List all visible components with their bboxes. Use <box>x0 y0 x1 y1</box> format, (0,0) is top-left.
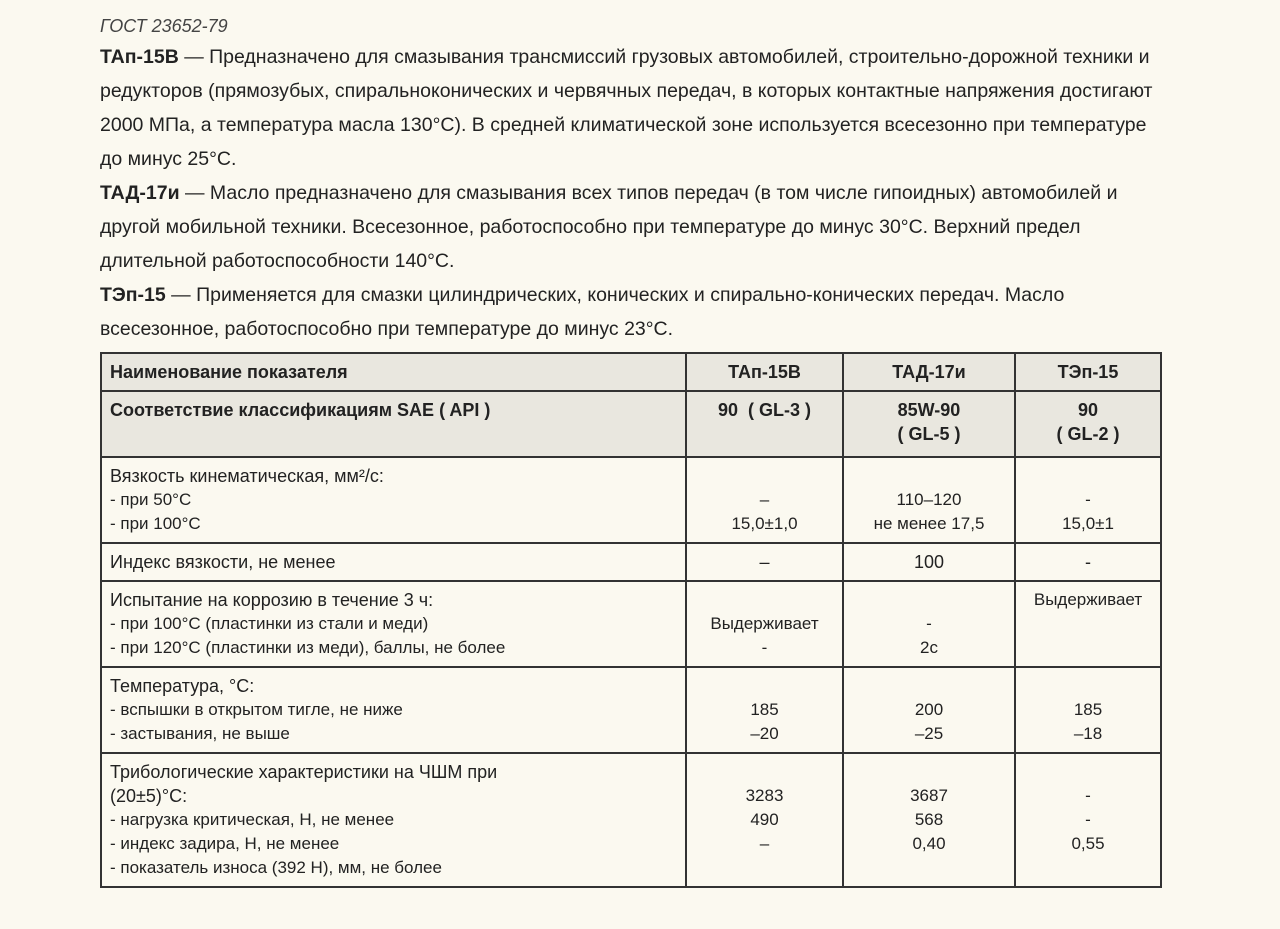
table-row-sae <box>101 391 1161 457</box>
cell-value <box>843 581 1015 667</box>
table-row-temperature <box>101 667 1161 753</box>
gost-label: ГОСТ 23652-79 <box>100 16 228 36</box>
value-line: 185 <box>750 700 779 719</box>
value-line: –20 <box>750 724 779 743</box>
value-line: - <box>761 638 768 657</box>
row-title: (20±5)°С: <box>110 786 188 806</box>
row-label <box>101 457 686 543</box>
value-line: 110–120 <box>896 490 962 509</box>
oil-description: — Предназначено для смазывания трансмиссий грузовых автомобилей, строительно-дорожной техники и редукторов (прямозубых, спиральноконических и червячных передач, в которых контактные напряжения достигают 2000 МПа, а температура масла 130°С). В средней климатической зоне используется всесезонно при температуре до минус 25°С. <box>100 46 1153 170</box>
cell-value <box>843 457 1015 543</box>
value-line: 490 <box>750 810 779 829</box>
row-subitem: - индекс задира, Н, не менее <box>110 834 340 853</box>
cell-value <box>1015 457 1161 543</box>
table-row-tribology <box>101 753 1161 887</box>
cell-value <box>1015 581 1161 667</box>
value-line: - <box>1085 490 1091 509</box>
value-line: 3283 <box>745 786 784 805</box>
row-title: Испытание на коррозию в течение 3 ч: <box>110 590 434 610</box>
cell-value <box>686 457 843 543</box>
header-parameter: Наименование показателя <box>101 353 686 391</box>
oil-name: ТАД-17и <box>100 182 180 204</box>
value-line: ( GL-5 ) <box>897 424 961 444</box>
row-label <box>101 581 686 667</box>
value-line: – <box>759 834 770 853</box>
row-title: Вязкость кинематическая, мм²/с: <box>110 466 384 486</box>
row-subitem: - при 120°С (пластинки из меди), баллы, не более <box>110 638 506 657</box>
oil-name: ТЭп-15 <box>100 284 166 306</box>
value-line: 3687 <box>910 786 948 805</box>
table-row-viscosity-index <box>101 543 1161 581</box>
row-subitem: - при 100°С <box>110 514 201 533</box>
cell-value: - <box>1015 543 1161 581</box>
row-label <box>101 667 686 753</box>
row-subitem: - показатель износа (392 Н), мм, не более <box>110 858 442 877</box>
row-subitem: - при 50°С <box>110 490 192 509</box>
row-title: Трибологические характеристики на ЧШМ при <box>110 762 498 782</box>
cell-value: – <box>686 543 843 581</box>
paragraph-tap15v <box>100 40 1162 176</box>
paragraph-tad17i <box>100 176 1162 278</box>
row-subitem: - нагрузка критическая, Н, не менее <box>110 810 395 829</box>
value-line: 185 <box>1073 700 1103 719</box>
value-line: 0,40 <box>912 834 946 853</box>
value-line: Выдерживает <box>710 614 819 633</box>
value-line: 15,0±1 <box>1062 514 1114 533</box>
value-line: 200 <box>914 700 944 719</box>
row-label: Соответствие классификациям SAE ( API ) <box>101 391 686 457</box>
value-line: Выдерживает <box>1033 590 1143 609</box>
value-line: - <box>1085 810 1091 829</box>
paragraph-tep15 <box>100 278 1162 346</box>
row-label <box>101 753 686 887</box>
cell-value <box>1015 667 1161 753</box>
value-line: 90 <box>1077 400 1099 420</box>
cell-value <box>686 753 843 887</box>
table-header-row <box>101 353 1161 391</box>
value-line: –18 <box>1073 724 1103 743</box>
row-subitem: - вспышки в открытом тигле, не ниже <box>110 700 403 719</box>
table-row-viscosity <box>101 457 1161 543</box>
row-title: Температура, °С: <box>110 676 255 696</box>
cell-value <box>1015 391 1161 457</box>
value-line: ( GL-2 ) <box>1056 424 1120 444</box>
value-line: 85W-90 <box>897 400 961 420</box>
document <box>100 12 1162 888</box>
value-line: – <box>759 490 770 509</box>
header-tep15: ТЭп-15 <box>1015 353 1161 391</box>
cell-value <box>686 581 843 667</box>
cell-value <box>1015 753 1161 887</box>
cell-value <box>843 753 1015 887</box>
row-subitem: - при 100°С (пластинки из стали и меди) <box>110 614 429 633</box>
value-line: - <box>926 614 932 633</box>
value-line: 2с <box>920 638 938 657</box>
cell-value <box>843 391 1015 457</box>
value-line: 568 <box>914 810 944 829</box>
value-line: 0,55 <box>1071 834 1105 853</box>
oil-description: — Масло предназначено для смазывания всех типов передач (в том числе гипоидных) автомобилей и другой мобильной техники. Всесезонное, работоспособно при температуре до минус 30°С. Верхний предел длительной работоспособности 140°С. <box>100 182 1118 272</box>
header-tap15v: ТАп-15В <box>686 353 843 391</box>
row-label: Индекс вязкости, не менее <box>101 543 686 581</box>
oil-name: ТАп-15В <box>100 46 179 68</box>
row-subitem: - застывания, не выше <box>110 724 290 743</box>
specs-table <box>100 352 1162 888</box>
cell-value <box>843 667 1015 753</box>
cell-value: 100 <box>843 543 1015 581</box>
cell-value <box>686 667 843 753</box>
table-row-corrosion <box>101 581 1161 667</box>
value-line: - <box>1085 786 1091 805</box>
oil-description: — Применяется для смазки цилиндрических, конических и спирально-конических передач. Масло всесезонное, работоспособно при температуре до минус 23°С. <box>100 284 1065 340</box>
value-line: не менее 17,5 <box>873 514 985 533</box>
value-line: 15,0±1,0 <box>731 514 798 533</box>
value-line: –25 <box>914 724 944 743</box>
cell-value: 90 ( GL-3 ) <box>686 391 843 457</box>
header-tad17i: ТАД-17и <box>843 353 1015 391</box>
